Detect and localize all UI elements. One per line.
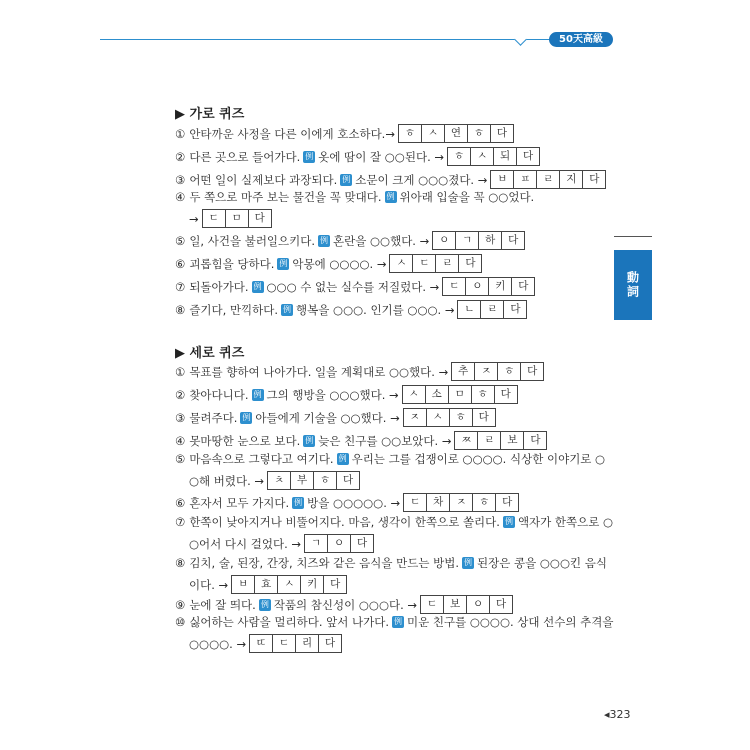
item-definition: 싫어하는 사람을 멀리하다. 앞서 나가다. [189,615,389,629]
answer-box: 차 [426,493,450,512]
answer-box: 다 [318,634,342,653]
answer-box: 다 [495,493,519,512]
item-number: ⑦ [175,279,186,294]
item-example: 미운 친구를 ○○○○. 상대 선수의 추격을 [407,615,614,629]
vertical-quiz-item [175,595,513,614]
answer-boxes [390,254,482,273]
item-definition: 김치, 술, 된장, 간장, 치즈와 같은 음식을 만드는 방법. [189,556,460,570]
answer-box: ㅅ [277,575,301,594]
item-definition: 눈에 잘 띄다. [189,597,256,612]
item-definition: 괴롭힘을 당하다. [189,256,275,271]
answer-boxes [305,534,374,553]
side-tab: 動詞 [614,250,652,320]
answer-boxes [433,231,525,250]
answer-box: ㅇ [465,277,489,296]
answer-box: 지 [559,170,583,189]
item-number: ⑩ [175,615,186,629]
item-definition: 두 쪽으로 마주 보는 물건을 꼭 맞대다. [189,190,382,204]
horizontal-quiz-item [175,190,534,204]
answer-box: ㅎ [467,124,491,143]
example-icon: 例 [464,558,473,567]
answer-box: ㄹ [435,254,459,273]
item-number: ⑤ [175,233,186,248]
item-number: ⑦ [175,515,186,529]
answer-box: ㅇ [432,231,456,250]
item-number: ② [175,149,186,164]
answer-box: ㅅ [389,254,413,273]
item-example: 우리는 그를 겁쟁이로 ○○○○. 식상한 이야기로 ○ [351,452,606,466]
horizontal-quiz-item [175,209,272,228]
answer-box: 다 [516,147,540,166]
answer-box: ㅇ [327,534,351,553]
vertical-quiz-item [175,515,613,529]
example-icon: 例 [260,599,269,609]
answer-box: ㅇ [466,595,490,614]
item-example: 행복을 ○○○. 인기를 ○○○. → [296,302,455,317]
answer-box: ㅈ [403,408,427,427]
horizontal-quiz-item [175,170,606,189]
horizontal-quiz-item [175,254,482,273]
answer-box: ㄱ [455,231,479,250]
item-example: 악몽에 ○○○○. → [292,256,387,271]
answer-box: 다 [323,575,347,594]
item-definition: 다른 곳으로 들어가다. [189,149,301,164]
item-example: ○○○ 수 없는 실수를 저질렀다. → [266,279,440,294]
item-number: ① [175,126,186,141]
vertical-quiz-item [175,556,607,570]
answer-box: ㄷ [272,634,296,653]
example-icon: 例 [242,412,251,422]
vertical-quiz-item [175,452,605,466]
vertical-quiz-item [175,534,374,553]
answer-box: ㅎ [471,385,495,404]
item-number: ⑤ [175,452,186,466]
answer-boxes [404,408,496,427]
horizontal-quiz-item [175,231,525,250]
answer-box: 키 [488,277,512,296]
example-icon: 例 [504,517,513,526]
vertical-quiz-item [175,575,347,594]
vertical-quiz-item [175,408,496,427]
answer-box: ㄷ [420,595,444,614]
answer-box: 다 [350,534,374,553]
item-number: ④ [175,190,186,204]
vertical-quiz-item [175,471,360,490]
answer-box: 소 [425,385,449,404]
answer-box: ㄴ [457,300,481,319]
example-icon: 例 [253,389,262,399]
answer-box: ㄸ [249,634,273,653]
answer-box: 다 [582,170,606,189]
item-example: 늦은 친구를 ○○보았다. → [318,433,452,448]
item-number: ⑥ [175,256,186,271]
example-icon: 例 [305,151,314,161]
answer-box: 다 [458,254,482,273]
vertical-quiz-title: ▶ 세로 퀴즈 [175,346,245,361]
answer-boxes [404,493,519,512]
item-number: ⑥ [175,495,186,510]
answer-box: ㅈ [449,493,473,512]
example-icon: 例 [320,235,329,245]
answer-box: 키 [300,575,324,594]
item-example: 작품의 참신성이 ○○○다. → [273,597,418,612]
item-continuation: → [189,211,199,226]
vertical-quiz-item [175,634,342,653]
answer-box: ㅍ [513,170,537,189]
vertical-quiz-item [175,362,544,381]
answer-box: ㄷ [403,493,427,512]
answer-box: ㄹ [536,170,560,189]
answer-box: ㄷ [202,209,226,228]
horizontal-quiz-item [175,147,540,166]
answer-box: 리 [295,634,319,653]
answer-box: ㅎ [398,124,422,143]
vertical-quiz-item [175,493,519,512]
answer-boxes [403,385,518,404]
example-icon: 例 [253,281,262,291]
answer-box: 다 [494,385,518,404]
item-example: 소문이 크게 ○○○졌다. → [355,172,488,187]
answer-boxes [491,170,606,189]
answer-box: 보 [443,595,467,614]
item-example: 된장은 콩을 ○○○킨 음식 [477,556,607,570]
answer-box: 효 [254,575,278,594]
answer-box: ㅂ [231,575,255,594]
example-icon: 例 [342,174,351,184]
answer-boxes [448,147,540,166]
example-icon: 例 [279,258,288,268]
answer-box: ㅉ [454,431,478,450]
answer-box: ㅎ [497,362,521,381]
answer-boxes [443,277,535,296]
item-continuation: 이다. → [189,577,229,592]
vertical-quiz-item [175,385,518,404]
horizontal-quiz-title: ▶ 가로 퀴즈 [175,107,245,122]
answer-box: ㄹ [480,300,504,319]
item-definition: 물려주다. [189,410,238,425]
header-rule [100,39,552,40]
item-definition: 마음속으로 그렇다고 여기다. [189,452,334,466]
answer-boxes [232,575,347,594]
vertical-quiz-item [175,431,547,450]
item-continuation: ○○○○. → [189,636,247,651]
answer-box: 다 [503,300,527,319]
item-definition: 혼자서 모두 가지다. [189,495,290,510]
item-number: ④ [175,433,186,448]
item-definition: 즐기다, 만끽하다. [189,302,279,317]
answer-boxes [452,362,544,381]
item-definition: 목표를 향하여 나아가다. 일을 계획대로 ○○했다. → [189,364,449,379]
item-definition: 안타까운 사정을 다른 이에게 호소하다.→ [189,126,395,141]
example-icon: 例 [394,617,402,626]
horizontal-quiz-item [175,124,514,143]
answer-box: 연 [444,124,468,143]
answer-box: 다 [248,209,272,228]
item-example: 그의 행방을 ○○○했다. → [266,387,399,402]
answer-boxes [421,595,513,614]
item-definition: 못마땅한 눈으로 보다. [189,433,301,448]
example-icon: 例 [338,454,347,463]
answer-box: 다 [511,277,535,296]
item-definition: 한쪽이 낮아지거나 비뚤어지다. 마음, 생각이 한쪽으로 쏠리다. [189,515,500,529]
item-definition: 찾아다니다. [189,387,249,402]
answer-boxes [455,431,547,450]
item-number: ③ [175,172,186,187]
item-example: 옷에 땀이 잘 ○○된다. → [318,149,445,164]
example-icon: 例 [305,435,314,445]
item-definition: 일, 사건을 불러일으키다. [189,233,316,248]
answer-box: ㅎ [447,147,471,166]
item-definition: 어떤 일이 실제보다 과장되다. [189,172,338,187]
answer-box: 하 [478,231,502,250]
answer-box: 다 [501,231,525,250]
vertical-quiz-item [175,615,614,629]
answer-box: 다 [336,471,360,490]
answer-box: 다 [472,408,496,427]
answer-boxes [203,209,272,228]
answer-box: ㅈ [474,362,498,381]
header-rule-notch [514,33,527,46]
example-icon: 例 [386,192,395,201]
item-example: 혼란을 ○○했다. → [333,233,430,248]
answer-box: ㅅ [426,408,450,427]
item-number: ③ [175,410,186,425]
answer-box: 다 [489,595,513,614]
answer-box: ㅎ [472,493,496,512]
answer-box: 다 [523,431,547,450]
answer-box: ㅅ [421,124,445,143]
item-example: 아들에게 기술을 ○○했다. → [255,410,400,425]
answer-box: ㅁ [225,209,249,228]
answer-box: ㄹ [477,431,501,450]
answer-box: ㅅ [470,147,494,166]
series-badge: 50天高級 [549,32,613,47]
answer-box: 되 [493,147,517,166]
answer-box: 보 [500,431,524,450]
answer-box: ㄷ [442,277,466,296]
horizontal-quiz-item [175,277,535,296]
page-number: ◂323 [604,708,631,721]
answer-boxes [399,124,514,143]
item-example: 액자가 한쪽으로 ○ [517,515,614,529]
item-continuation: ○해 버렸다. → [189,473,265,488]
answer-box: ㅊ [267,471,291,490]
example-icon: 例 [283,304,292,314]
horizontal-quiz-item [175,300,527,319]
item-number: ⑧ [175,556,186,570]
item-example: 방을 ○○○○○. → [307,495,401,510]
answer-box: 추 [451,362,475,381]
answer-box: ㄱ [304,534,328,553]
item-number: ⑧ [175,302,186,317]
answer-box: ㄷ [412,254,436,273]
item-definition: 되돌아가다. [189,279,249,294]
answer-box: ㅁ [448,385,472,404]
answer-boxes [250,634,342,653]
answer-box: 다 [490,124,514,143]
answer-boxes [268,471,360,490]
answer-box: 다 [520,362,544,381]
answer-boxes [458,300,527,319]
item-number: ⑨ [175,597,186,612]
example-icon: 例 [294,497,303,507]
answer-box: ㅎ [313,471,337,490]
answer-box: ㅂ [490,170,514,189]
item-continuation: ○어서 다시 걸었다. → [189,536,302,551]
answer-box: ㅎ [449,408,473,427]
item-number: ② [175,387,186,402]
side-tab-rule [614,236,652,237]
item-number: ① [175,364,186,379]
answer-box: ㅅ [402,385,426,404]
answer-box: 부 [290,471,314,490]
item-example: 위아래 입술을 꼭 ○○었다. [399,190,535,204]
